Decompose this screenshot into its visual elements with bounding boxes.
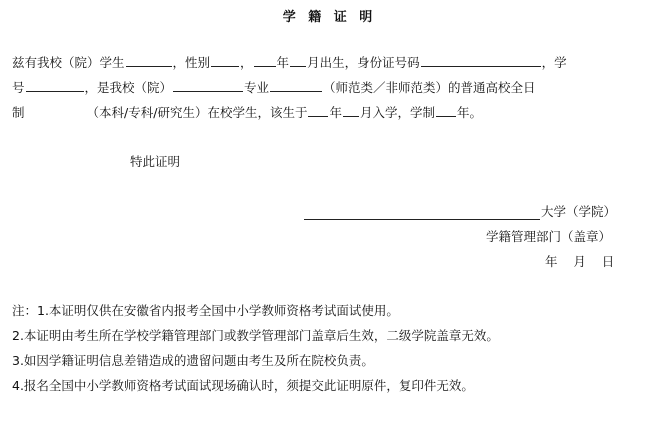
note-2: 2.本证明由考生所在学校学籍管理部门或教学管理部门盖章后生效，二级学院盖章无效。 [12,328,499,343]
line3-text-e: 年。 [456,105,482,120]
line1-text-d: 年 [276,55,290,70]
line3-text-d: 月入学，学制 [359,105,435,120]
signature-date: 年 月 日 [545,254,615,269]
student-name-blank[interactable] [126,53,172,67]
id-number-blank[interactable] [421,53,541,67]
body-line-3 [12,103,482,121]
line2-text-a: 号 [12,80,25,95]
birth-year-blank[interactable] [254,53,276,67]
line3-text-a: 制 [12,105,25,120]
line1-text-f: ，学 [541,55,567,70]
note-3: 3.如因学籍证明信息差错造成的遗留问题由考生及所在院校负责。 [12,353,374,368]
line2-text-b: ，是我校（院） [84,80,173,95]
signature-university: 大学（学院） [541,204,617,219]
line1-text-e: 月出生，身份证号码 [307,55,420,70]
body-line-1 [12,53,567,71]
line1-text-a: 兹有我校（院）学生 [12,55,125,70]
line2-text-d: （师范类／非师范类）的普通高校全日 [323,80,536,95]
signature-department: 学籍管理部门（盖章） [486,229,612,244]
university-name-blank[interactable] [304,219,540,220]
gender-blank[interactable] [211,53,239,67]
line3-text-b: （本科/专科/研究生）在校学生，该生于 [86,105,308,120]
document-title: 学 籍 证 明 [282,10,377,25]
note-1: 注：1.本证明仅供在安徽省内报考全国中小学教师资格考试面试使用。 [12,303,399,318]
certify-text: 特此证明 [130,154,181,169]
category-blank[interactable] [270,78,322,92]
birth-month-blank[interactable] [290,53,306,67]
student-id-blank[interactable] [26,78,84,92]
body-line-2 [12,78,536,96]
note-4: 4.报名全国中小学教师资格考试面试现场确认时，须提交此证明原件，复印件无效。 [12,378,474,393]
duration-blank[interactable] [436,103,456,117]
line1-text-b: ，性别 [172,55,211,70]
enroll-year-blank[interactable] [308,103,328,117]
line3-text-c: 年 [329,105,342,120]
enroll-month-blank[interactable] [343,103,359,117]
line2-text-c: 专业 [244,80,270,95]
line1-text-c: ， [240,55,253,70]
major-blank[interactable] [173,78,243,92]
